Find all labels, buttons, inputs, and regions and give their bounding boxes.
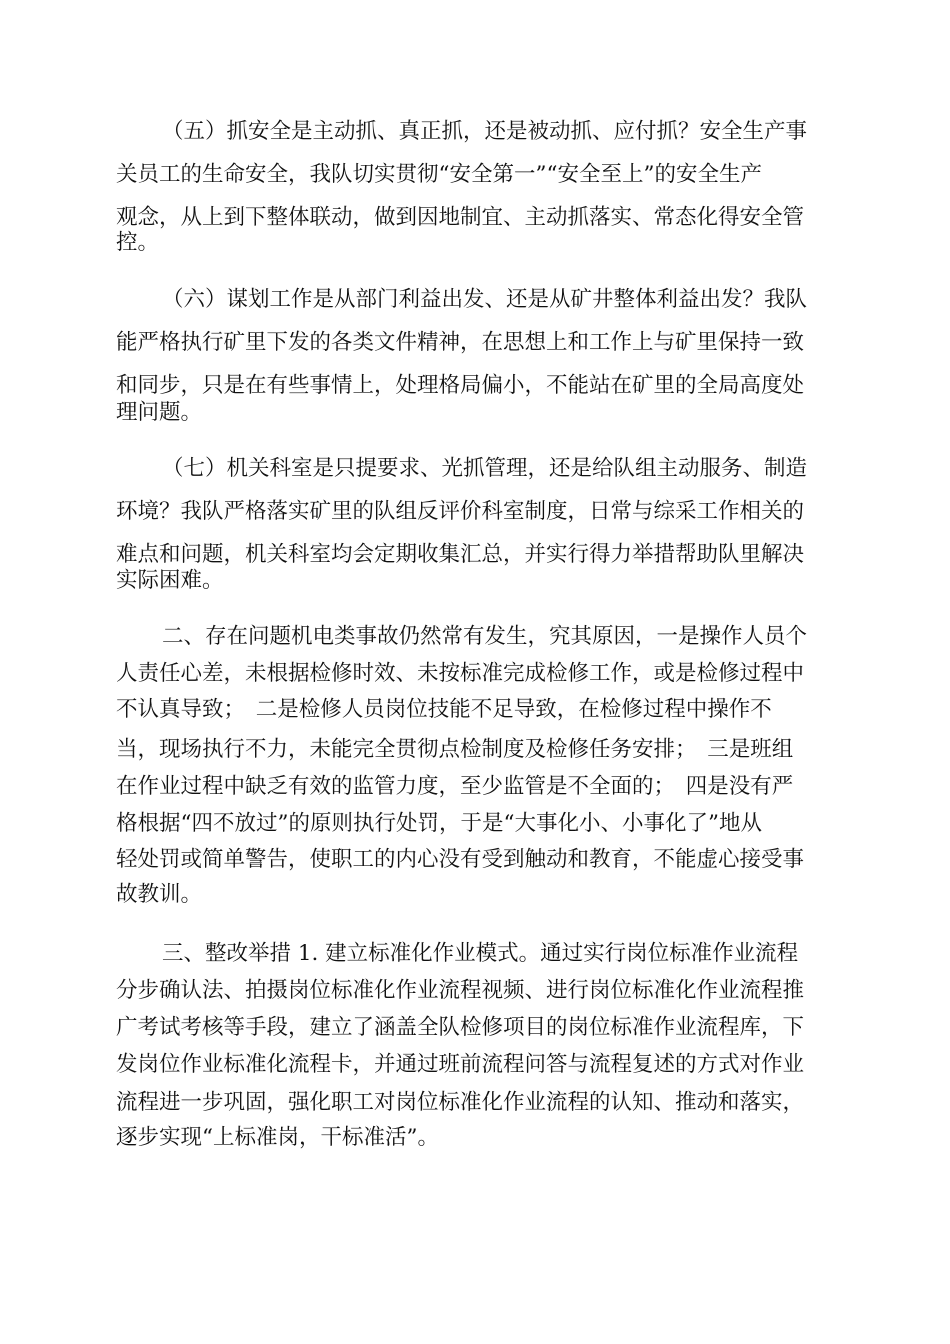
text-line: （六）谋划工作是从部门利益出发、还是从矿井整体利益出发？我队 (162, 287, 808, 312)
text-line: 观念，从上到下整体联动，做到因地制宜、主动抓落实、常态化得安全管 (116, 205, 805, 230)
text-line: 广考试考核等手段，建立了涵盖全队检修项目的岗位标准作业流程库，下 (116, 1015, 805, 1040)
text-line: 当，现场执行不力，未能完全贯彻点检制度及检修任务安排； 三是班组 (116, 737, 794, 762)
text-line: 难点和问题，机关科室均会定期收集汇总，并实行得力举措帮助队里解决 (116, 542, 805, 567)
text-line: （五）抓安全是主动抓、真正抓，还是被动抓、应付抓？安全生产事 (162, 119, 808, 144)
text-line: 流程进一步巩固，强化职工对岗位标准化作业流程的认知、推动和落实， (116, 1090, 805, 1115)
text-line: 发岗位作业标准化流程卡，并通过班前流程问答与流程复述的方式对作业 (116, 1052, 805, 1077)
text-line: 逐步实现“上标准岗，干标准活”。 (116, 1125, 439, 1150)
text-line: 理问题。 (116, 400, 203, 425)
text-line: 分步确认法、拍摄岗位标准化作业流程视频、进行岗位标准化作业流程推 (116, 978, 805, 1003)
text-line: 环境？我队严格落实矿里的队组反评价科室制度，日常与综采工作相关的 (116, 499, 805, 524)
text-line: 故教训。 (116, 882, 203, 907)
text-line: 二、存在问题机电类事故仍然常有发生，究其原因，一是操作人员个 (162, 624, 808, 649)
text-line: 实际困难。 (116, 568, 224, 593)
text-line: 和同步，只是在有些事情上，处理格局偏小，不能站在矿里的全局高度处 (116, 373, 805, 398)
text-line: 能严格执行矿里下发的各类文件精神，在思想上和工作上与矿里保持一致 (116, 330, 805, 355)
text-line: （七）机关科室是只提要求、光抓管理，还是给队组主动服务、制造 (162, 456, 808, 481)
text-line: 在作业过程中缺乏有效的监管力度，至少监管是不全面的； 四是没有严 (116, 774, 794, 799)
text-line: 格根据“四不放过”的原则执行处罚，于是“大事化小、小事化了”地从 (116, 811, 762, 836)
text-line: 关员工的生命安全，我队切实贯彻“安全第一”“安全至上”的安全生产 (116, 162, 762, 187)
text-line: 人责任心差，未根据检修时效、未按标准完成检修工作，或是检修过程中 (116, 661, 805, 686)
text-line: 三、整改举措 1. 建立标准化作业模式。通过实行岗位标准作业流程 (162, 941, 799, 966)
text-line: 控。 (116, 230, 160, 255)
text-line: 不认真导致； 二是检修人员岗位技能不足导致，在检修过程中操作不 (116, 697, 772, 722)
text-line: 轻处罚或简单警告，使职工的内心没有受到触动和教育，不能虚心接受事 (116, 847, 805, 872)
